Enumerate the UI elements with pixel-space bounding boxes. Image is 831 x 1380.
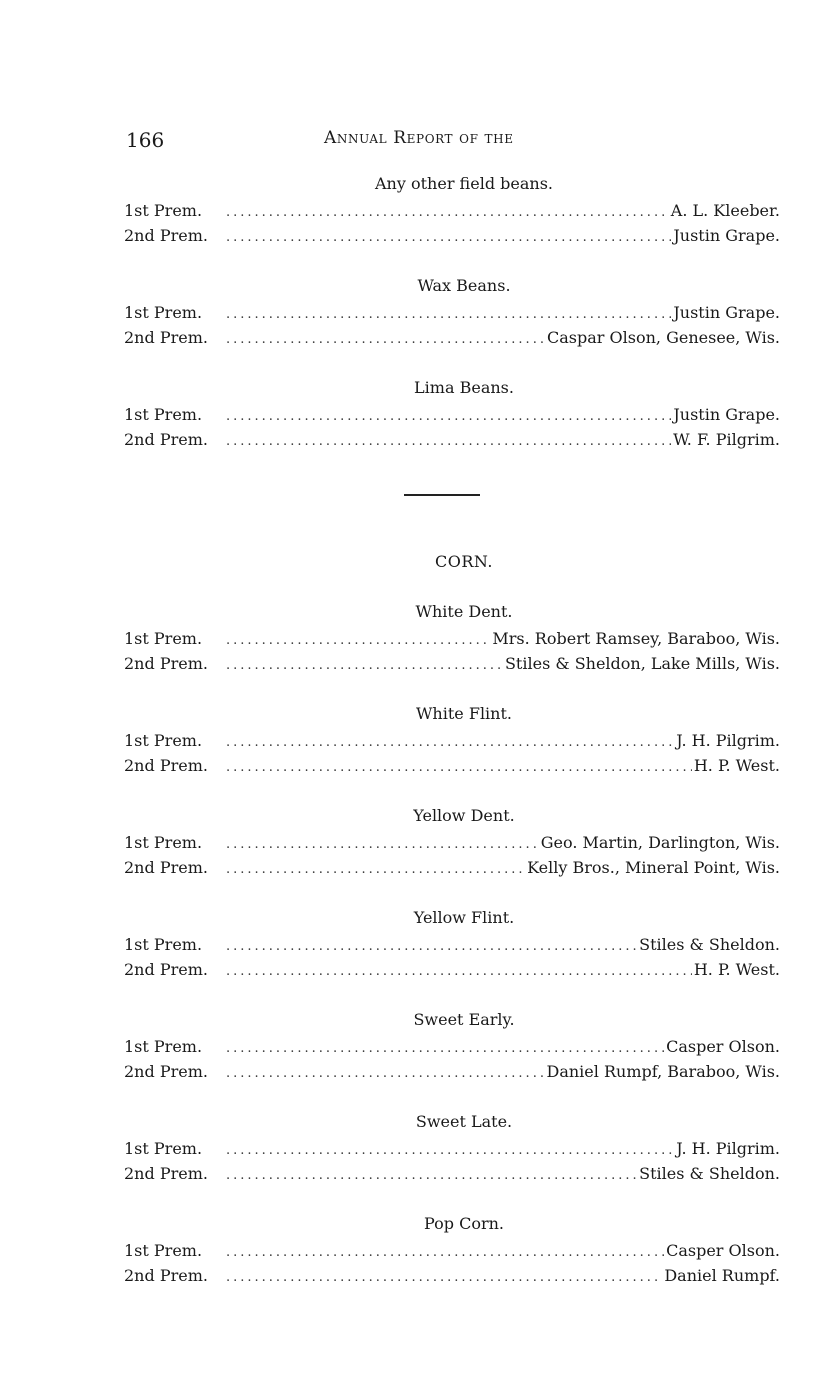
section-title: Sweet Late. <box>415 1112 513 1131</box>
premium-label: 2nd Prem. <box>124 1266 208 1285</box>
section-white-dent <box>124 600 780 676</box>
premium-label: 1st Prem. <box>124 731 203 750</box>
leader-dots <box>226 200 669 225</box>
premium-list <box>124 172 780 1288</box>
premium-row <box>124 932 780 957</box>
section-yellow-dent <box>124 804 780 880</box>
premium-row <box>124 325 780 350</box>
premium-row <box>124 855 780 880</box>
premium-row <box>124 1136 780 1161</box>
leader-dots <box>226 1138 674 1163</box>
section-title: Yellow Dent. <box>413 806 515 825</box>
premium-row <box>124 1238 780 1263</box>
premium-label: 1st Prem. <box>124 405 203 424</box>
leader-dots <box>226 327 545 352</box>
winner-name: Kelly Bros., Mineral Point, Wis. <box>527 858 780 877</box>
winner-name: Stiles & Sheldon. <box>639 935 780 954</box>
premium-label: 2nd Prem. <box>124 858 208 877</box>
leader-dots <box>226 755 692 780</box>
premium-row <box>124 223 780 248</box>
premium-row <box>124 957 780 982</box>
premium-row <box>124 830 780 855</box>
premium-label: 1st Prem. <box>124 833 203 852</box>
winner-name: W. F. Pilgrim. <box>673 430 780 449</box>
winner-name: J. H. Pilgrim. <box>676 731 780 750</box>
premium-label: 1st Prem. <box>124 629 203 648</box>
leader-dots <box>226 225 671 250</box>
leader-dots <box>226 1036 664 1061</box>
section-sweet-early <box>124 1008 780 1084</box>
winner-name: H. P. West. <box>693 960 780 979</box>
leader-dots <box>226 857 525 882</box>
winner-name: Casper Olson. <box>666 1037 780 1056</box>
section-title: White Dent. <box>415 602 513 621</box>
section-wax-beans <box>124 274 780 350</box>
premium-label: 1st Prem. <box>124 303 203 322</box>
leader-dots <box>226 959 692 984</box>
winner-name: A. L. Kleeber. <box>670 201 780 220</box>
section-any-other-field-beans <box>124 172 780 248</box>
premium-label: 2nd Prem. <box>124 654 208 673</box>
section-title: Yellow Flint. <box>413 908 515 927</box>
page-number: 166 <box>126 128 165 152</box>
section-title: Any other field beans. <box>375 174 553 193</box>
winner-name: Stiles & Sheldon, Lake Mills, Wis. <box>504 654 780 673</box>
premium-row <box>124 300 780 325</box>
section-title: Wax Beans. <box>417 276 511 295</box>
winner-name: J. H. Pilgrim. <box>676 1139 780 1158</box>
leader-dots <box>226 628 490 653</box>
winner-name: Justin Grape. <box>673 405 780 424</box>
leader-dots <box>226 1061 545 1086</box>
premium-row <box>124 1263 780 1288</box>
section-divider <box>124 452 780 550</box>
leader-dots <box>226 934 637 959</box>
section-yellow-flint <box>124 906 780 982</box>
section-pop-corn <box>124 1212 780 1288</box>
winner-name: Daniel Rumpf, Baraboo, Wis. <box>546 1062 780 1081</box>
premium-label: 2nd Prem. <box>124 1062 208 1081</box>
leader-dots <box>226 404 671 429</box>
section-white-flint <box>124 702 780 778</box>
premium-label: 2nd Prem. <box>124 960 208 979</box>
premium-label: 2nd Prem. <box>124 430 208 449</box>
leader-dots <box>226 832 539 857</box>
leader-dots <box>226 302 671 327</box>
premium-row <box>124 1059 780 1084</box>
leader-dots <box>226 1240 664 1265</box>
premium-row <box>124 651 780 676</box>
premium-label: 2nd Prem. <box>124 328 208 347</box>
winner-name: Justin Grape. <box>673 303 780 322</box>
premium-row <box>124 198 780 223</box>
premium-label: 2nd Prem. <box>124 1164 208 1183</box>
winner-name: Justin Grape. <box>673 226 780 245</box>
premium-label: 2nd Prem. <box>124 756 208 775</box>
leader-dots <box>226 730 674 755</box>
premium-label: 1st Prem. <box>124 935 203 954</box>
winner-name: Stiles & Sheldon. <box>639 1164 780 1183</box>
premium-label: 1st Prem. <box>124 1037 203 1056</box>
premium-row <box>124 402 780 427</box>
leader-dots <box>226 1163 637 1188</box>
leader-dots <box>226 1265 662 1290</box>
divider-rule <box>404 494 480 496</box>
winner-name: H. P. West. <box>693 756 780 775</box>
premium-label: 1st Prem. <box>124 201 203 220</box>
section-title: Sweet Early. <box>413 1010 515 1029</box>
winner-name: Caspar Olson, Genesee, Wis. <box>547 328 780 347</box>
winner-name: Mrs. Robert Ramsey, Baraboo, Wis. <box>492 629 780 648</box>
premium-label: 1st Prem. <box>124 1139 203 1158</box>
premium-row <box>124 728 780 753</box>
leader-dots <box>226 429 671 454</box>
premium-row <box>124 1161 780 1186</box>
premium-label: 1st Prem. <box>124 1241 203 1260</box>
section-title: Lima Beans. <box>414 378 514 397</box>
premium-label: 2nd Prem. <box>124 226 208 245</box>
running-title: Annual Report of the <box>324 128 514 148</box>
page-header <box>126 128 646 158</box>
premium-row <box>124 1034 780 1059</box>
section-title: White Flint. <box>415 704 512 723</box>
winner-name: Daniel Rumpf. <box>664 1266 780 1285</box>
premium-row <box>124 753 780 778</box>
section-sweet-late <box>124 1110 780 1186</box>
premium-row <box>124 427 780 452</box>
winner-name: Geo. Martin, Darlington, Wis. <box>540 833 780 852</box>
premium-row <box>124 626 780 651</box>
section-title: Pop Corn. <box>424 1214 504 1233</box>
section-lima-beans <box>124 376 780 452</box>
corn-heading: CORN. <box>435 552 493 571</box>
leader-dots <box>226 653 503 678</box>
winner-name: Casper Olson. <box>666 1241 780 1260</box>
